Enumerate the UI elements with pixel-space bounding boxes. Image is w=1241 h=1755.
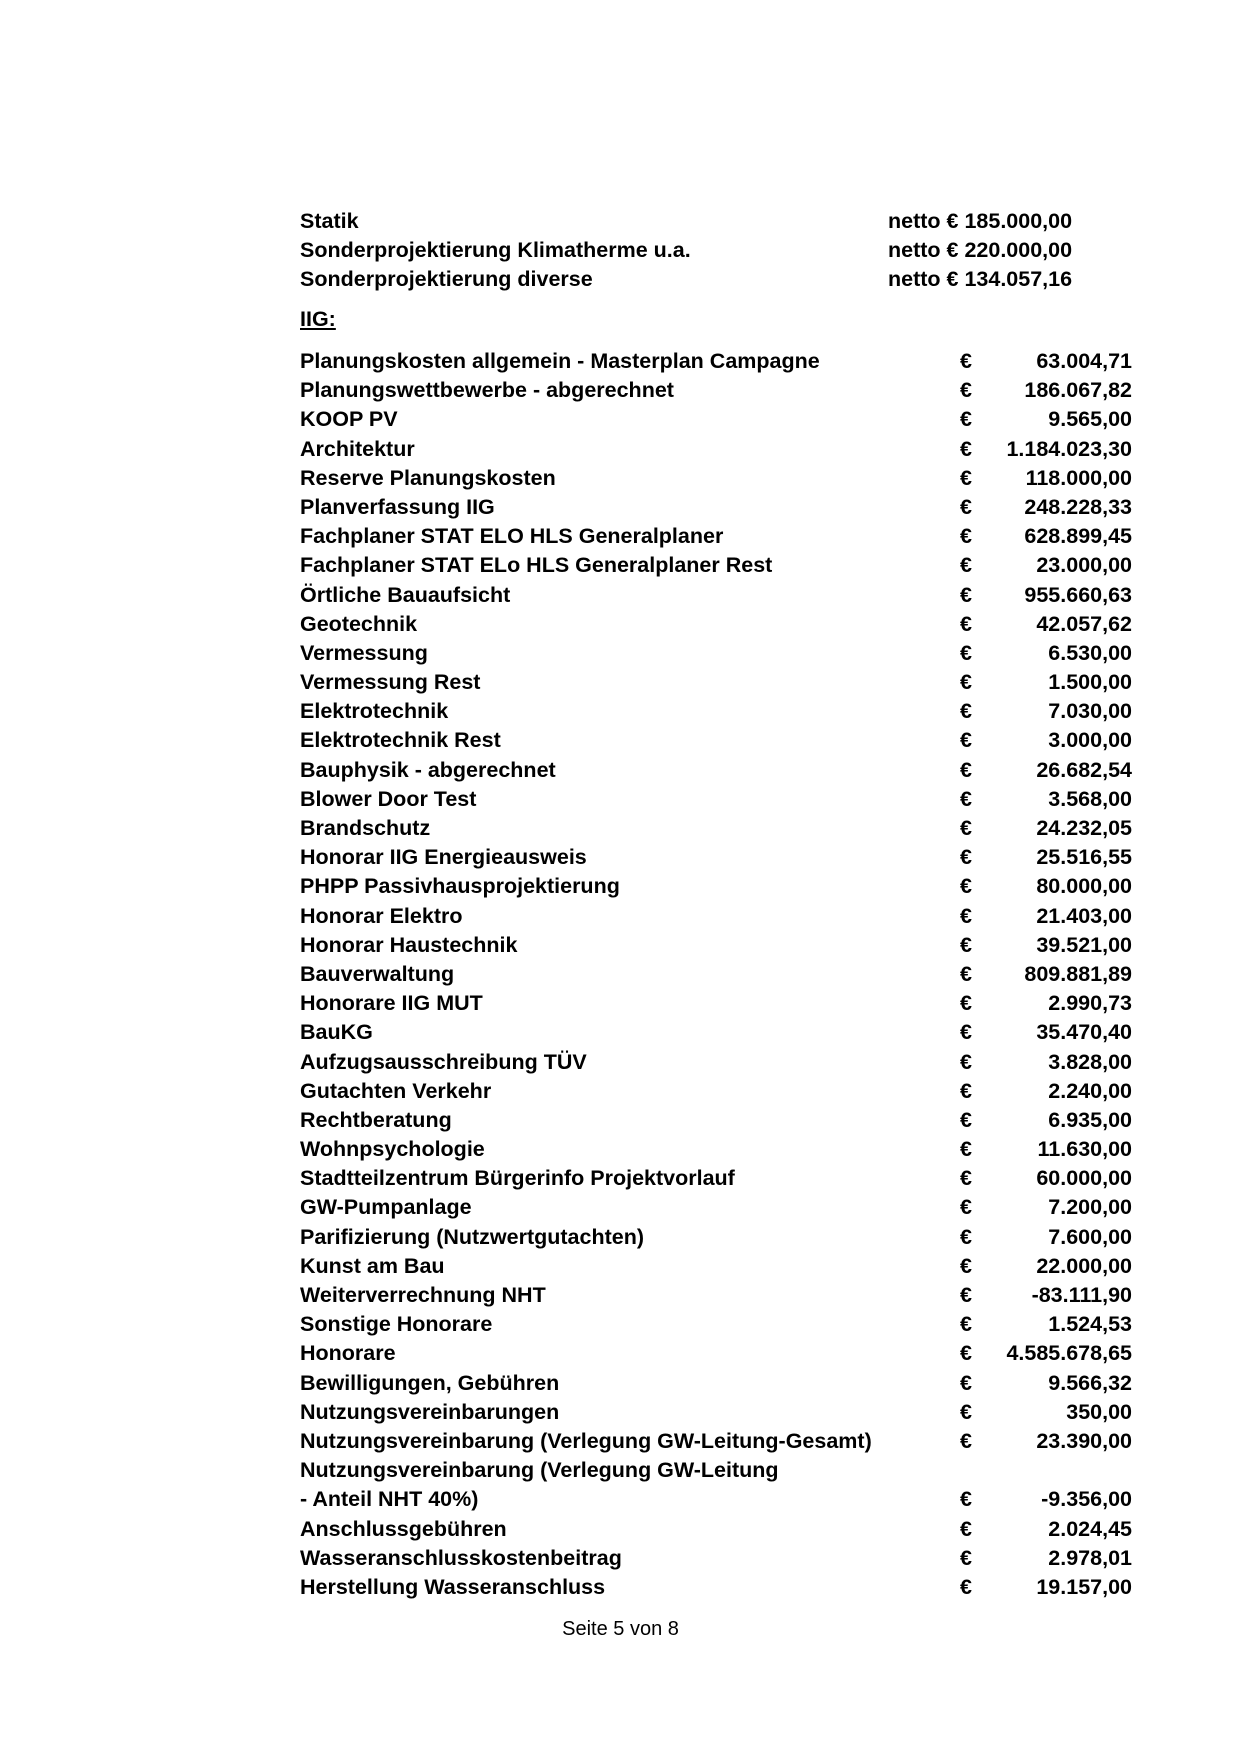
top-cost-value: netto € 134.057,16	[888, 267, 1073, 291]
cost-label: Reserve Planungskosten	[300, 465, 556, 490]
currency-symbol: €	[960, 903, 972, 928]
cost-amount: 186.067,82	[1024, 378, 1132, 403]
cost-row	[300, 1077, 1132, 1106]
page-number-footer: Seite 5 von 8	[562, 1618, 679, 1640]
cost-label: Rechtberatung	[300, 1107, 452, 1132]
currency-symbol: €	[960, 670, 972, 695]
cost-label: Aufzugsausschreibung TÜV	[300, 1049, 587, 1074]
cost-label: Kunst am Bau	[300, 1253, 445, 1278]
cost-amount: 1.500,00	[1048, 670, 1132, 695]
top-cost-label: Sonderprojektierung diverse	[300, 267, 593, 291]
top-cost-row	[300, 265, 1080, 294]
cost-row	[300, 1135, 1132, 1164]
cost-amount: 19.157,00	[1036, 1574, 1132, 1599]
cost-row	[300, 756, 1132, 785]
cost-row	[300, 960, 1132, 989]
cost-amount: 248.228,33	[1024, 494, 1132, 519]
cost-label: Architektur	[300, 436, 415, 461]
cost-label: Stadtteilzentrum Bürgerinfo Projektvorlauf	[300, 1166, 735, 1191]
cost-row	[300, 668, 1132, 697]
cost-amount: 26.682,54	[1036, 757, 1132, 782]
currency-symbol: €	[960, 1107, 972, 1132]
cost-list	[300, 347, 1132, 1602]
cost-amount: 3.000,00	[1048, 728, 1132, 753]
cost-row	[300, 785, 1132, 814]
currency-symbol: €	[960, 991, 972, 1016]
top-cost-label: Statik	[300, 209, 359, 233]
cost-label: Honorare	[300, 1341, 396, 1366]
cost-amount: 628.899,45	[1024, 524, 1132, 549]
cost-amount: 9.565,00	[1048, 407, 1132, 432]
cost-label: Herstellung Wasseranschluss	[300, 1574, 606, 1599]
currency-symbol: €	[960, 1574, 972, 1599]
top-cost-value: netto € 185.000,00	[888, 209, 1073, 233]
currency-symbol: €	[960, 1078, 972, 1103]
cost-row	[300, 1544, 1132, 1573]
cost-label: Weiterverrechnung NHT	[300, 1283, 546, 1307]
cost-row	[300, 1018, 1132, 1047]
cost-row	[300, 1573, 1132, 1602]
top-cost-row	[300, 236, 1080, 265]
currency-symbol: €	[960, 553, 972, 578]
cost-label: Elektrotechnik	[300, 699, 449, 724]
currency-symbol: €	[960, 1224, 972, 1249]
cost-row	[300, 1515, 1132, 1544]
cost-amount: 63.004,71	[1036, 349, 1132, 373]
currency-symbol: €	[960, 1341, 972, 1366]
cost-row	[300, 1427, 1132, 1456]
cost-label: Planungswettbewerbe - abgerechnet	[300, 378, 674, 403]
cost-row	[300, 726, 1132, 755]
currency-symbol: €	[960, 465, 972, 490]
currency-symbol: €	[960, 786, 972, 811]
cost-label: Elektrotechnik Rest	[300, 728, 501, 753]
cost-row	[300, 902, 1132, 931]
cost-label: Vermessung Rest	[300, 670, 481, 695]
cost-row	[300, 1339, 1132, 1368]
cost-row	[300, 639, 1132, 668]
cost-label: Honorar Haustechnik	[300, 932, 518, 957]
cost-label: Brandschutz	[300, 816, 431, 840]
cost-amount: 24.232,05	[1036, 816, 1132, 840]
currency-symbol: €	[960, 611, 972, 636]
cost-amount: 2.978,01	[1048, 1545, 1132, 1570]
cost-row	[300, 1485, 1132, 1514]
currency-symbol: €	[960, 1020, 972, 1045]
cost-amount: 1.184.023,30	[1006, 436, 1132, 461]
cost-row	[300, 522, 1132, 551]
cost-row	[300, 493, 1132, 522]
currency-symbol: €	[960, 1370, 972, 1395]
cost-amount: 4.585.678,65	[1006, 1341, 1132, 1366]
currency-symbol: €	[960, 1545, 972, 1570]
cost-amount: 2.990,73	[1048, 991, 1132, 1016]
cost-amount: 1.524,53	[1048, 1312, 1132, 1337]
cost-row	[300, 610, 1132, 639]
cost-amount: 7.600,00	[1048, 1224, 1132, 1249]
cost-amount: 11.630,00	[1037, 1137, 1132, 1162]
currency-symbol: €	[960, 407, 972, 432]
cost-amount: 35.470,40	[1036, 1020, 1132, 1045]
top-cost-block	[300, 207, 1080, 294]
cost-amount: 350,00	[1066, 1399, 1132, 1424]
currency-symbol: €	[960, 1428, 972, 1453]
cost-amount: 2.024,45	[1048, 1516, 1132, 1541]
cost-label: Örtliche Bauaufsicht	[300, 582, 511, 607]
cost-row	[300, 405, 1132, 434]
cost-label: Fachplaner STAT ELo HLS Generalplaner Rest	[300, 553, 773, 578]
cost-label: PHPP Passivhausprojektierung	[300, 874, 620, 899]
currency-symbol: €	[960, 640, 972, 665]
cost-row	[300, 1456, 1120, 1485]
cost-amount: 25.516,55	[1036, 845, 1132, 870]
cost-label: - Anteil NHT 40%)	[300, 1487, 479, 1512]
cost-row	[300, 843, 1132, 872]
currency-symbol: €	[960, 961, 972, 986]
cost-label: KOOP PV	[300, 407, 398, 432]
cost-label: Nutzungsvereinbarung (Verlegung GW-Leitung	[300, 1458, 779, 1483]
cost-row	[300, 872, 1132, 901]
cost-label: Bauphysik - abgerechnet	[300, 757, 556, 782]
currency-symbol: €	[960, 845, 972, 870]
currency-symbol: €	[960, 1137, 972, 1162]
cost-amount: 2.240,00	[1048, 1078, 1132, 1103]
cost-amount: 60.000,00	[1036, 1166, 1132, 1191]
cost-row	[300, 1106, 1132, 1135]
cost-label: Honorar Elektro	[300, 903, 463, 928]
cost-label: Parifizierung (Nutzwertgutachten)	[300, 1224, 645, 1249]
cost-amount: 118.000,00	[1025, 465, 1132, 490]
cost-row	[300, 1281, 1132, 1310]
cost-label: Nutzungsvereinbarungen	[300, 1399, 560, 1424]
cost-row	[300, 931, 1132, 960]
currency-symbol: €	[960, 1253, 972, 1278]
top-cost-value: netto € 220.000,00	[888, 238, 1073, 262]
currency-symbol: €	[960, 1195, 972, 1220]
currency-symbol: €	[960, 757, 972, 782]
cost-amount: 21.403,00	[1036, 903, 1132, 928]
cost-amount: 9.566,32	[1048, 1370, 1132, 1395]
cost-amount: 3.568,00	[1048, 786, 1132, 811]
currency-symbol: €	[960, 524, 972, 549]
cost-amount: 23.390,00	[1036, 1428, 1132, 1453]
cost-label: Nutzungsvereinbarung (Verlegung GW-Leitung-Gesamt)	[300, 1428, 872, 1453]
cost-label: Vermessung	[300, 640, 428, 665]
cost-row	[300, 1048, 1132, 1077]
cost-row	[300, 464, 1132, 493]
currency-symbol: €	[960, 1166, 972, 1191]
cost-amount: 22.000,00	[1036, 1253, 1132, 1278]
cost-row	[300, 1193, 1132, 1222]
currency-symbol: €	[960, 378, 972, 403]
cost-row	[300, 1252, 1132, 1281]
cost-row	[300, 551, 1132, 580]
cost-label: Honorare IIG MUT	[300, 991, 483, 1016]
currency-symbol: €	[960, 1283, 972, 1307]
cost-amount: 7.030,00	[1048, 699, 1132, 724]
currency-symbol: €	[960, 1049, 972, 1074]
cost-row	[300, 1398, 1132, 1427]
cost-label: BauKG	[300, 1020, 373, 1045]
cost-amount: 809.881,89	[1024, 961, 1132, 986]
currency-symbol: €	[960, 1516, 972, 1541]
cost-row	[300, 989, 1132, 1018]
cost-label: Planungskosten allgemein - Masterplan Campagne	[300, 349, 820, 373]
cost-label: Geotechnik	[300, 611, 418, 636]
cost-row	[300, 347, 1132, 376]
cost-row	[300, 697, 1132, 726]
currency-symbol: €	[960, 874, 972, 899]
cost-row	[300, 435, 1132, 464]
cost-amount: 6.530,00	[1048, 640, 1132, 665]
currency-symbol: €	[960, 816, 972, 840]
currency-symbol: €	[960, 436, 972, 461]
cost-label: Gutachten Verkehr	[300, 1078, 492, 1103]
cost-amount: 80.000,00	[1036, 874, 1132, 899]
cost-label: Wasseranschlusskostenbeitrag	[300, 1545, 622, 1570]
cost-row	[300, 814, 1132, 843]
currency-symbol: €	[960, 494, 972, 519]
currency-symbol: €	[960, 1312, 972, 1337]
cost-label: Bauverwaltung	[300, 961, 455, 986]
cost-amount: 23.000,00	[1036, 553, 1132, 578]
currency-symbol: €	[960, 932, 972, 957]
cost-row	[300, 1369, 1132, 1398]
cost-label: Fachplaner STAT ELO HLS Generalplaner	[300, 524, 724, 549]
cost-amount: 6.935,00	[1048, 1107, 1132, 1132]
currency-symbol: €	[960, 1487, 972, 1512]
cost-label: Anschlussgebühren	[300, 1516, 507, 1541]
top-cost-label: Sonderprojektierung Klimatherme u.a.	[300, 238, 691, 262]
cost-row	[300, 581, 1132, 610]
cost-label: Blower Door Test	[300, 786, 477, 811]
cost-label: Bewilligungen, Gebühren	[300, 1370, 560, 1395]
cost-label: Wohnpsychologie	[300, 1137, 485, 1162]
currency-symbol: €	[960, 582, 972, 607]
section-heading-iig: IIG:	[300, 307, 336, 331]
cost-label: GW-Pumpanlage	[300, 1195, 472, 1220]
cost-label: Sonstige Honorare	[300, 1312, 493, 1337]
currency-symbol: €	[960, 349, 972, 373]
currency-symbol: €	[960, 1399, 972, 1424]
cost-amount: -9.356,00	[1041, 1487, 1132, 1512]
cost-label: Planverfassung IIG	[300, 494, 495, 519]
currency-symbol: €	[960, 699, 972, 724]
cost-row	[300, 1310, 1132, 1339]
cost-label: Honorar IIG Energieausweis	[300, 845, 587, 870]
cost-row	[300, 1223, 1132, 1252]
cost-amount: -83.111,90	[1031, 1283, 1132, 1307]
cost-amount: 3.828,00	[1048, 1049, 1132, 1074]
cost-amount: 955.660,63	[1024, 582, 1132, 607]
cost-row	[300, 376, 1132, 405]
cost-amount: 39.521,00	[1036, 932, 1132, 957]
currency-symbol: €	[960, 728, 972, 753]
cost-amount: 42.057,62	[1036, 611, 1132, 636]
cost-amount: 7.200,00	[1048, 1195, 1132, 1220]
top-cost-row	[300, 207, 1080, 236]
cost-row	[300, 1164, 1132, 1193]
